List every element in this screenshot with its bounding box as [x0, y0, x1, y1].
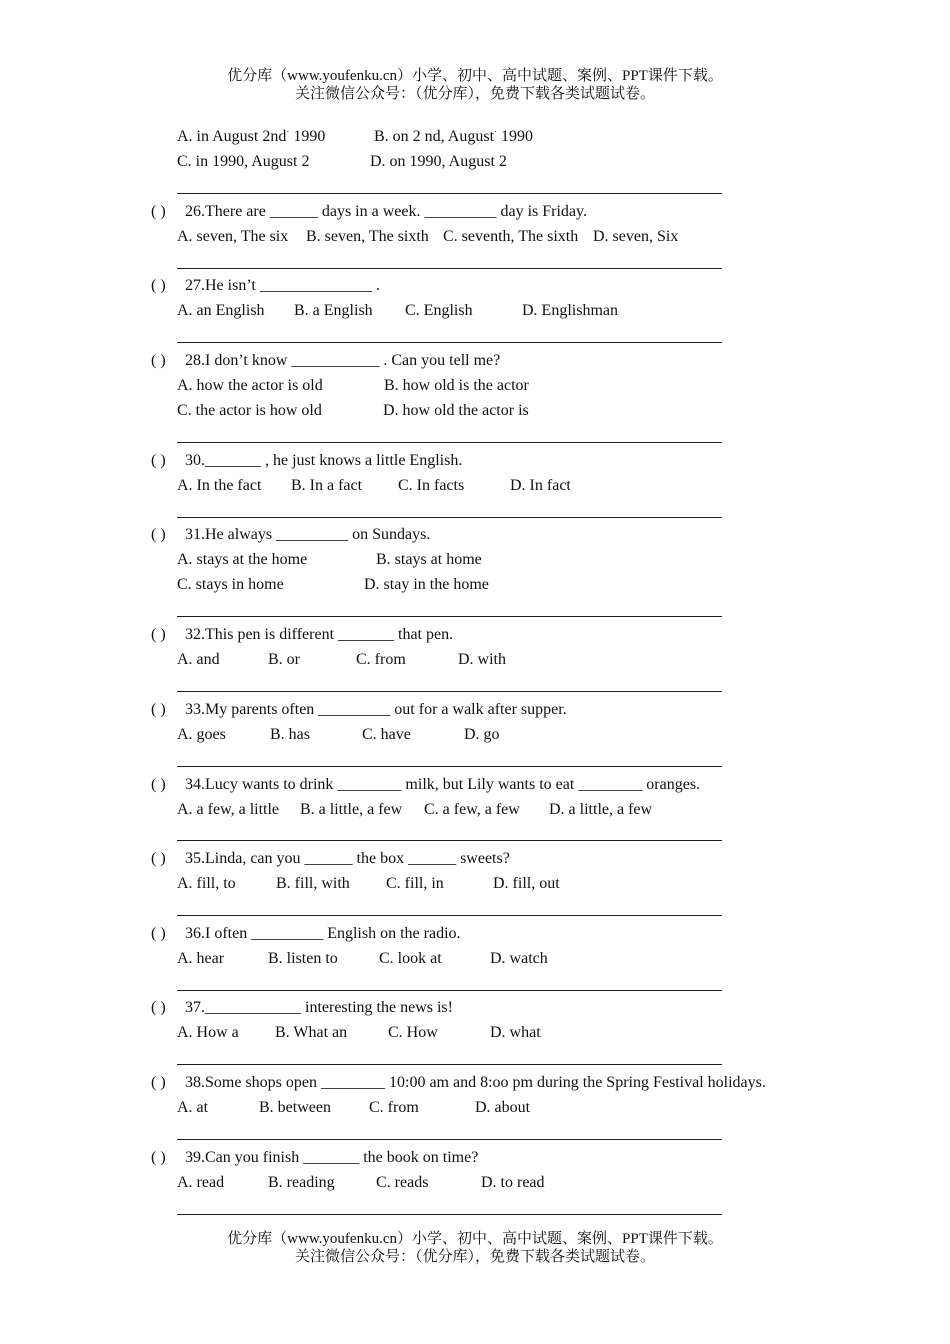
- answer-paren[interactable]: ( ): [151, 850, 166, 867]
- answer-paren[interactable]: ( ): [151, 701, 166, 718]
- answer-line: [177, 1064, 722, 1065]
- option-a: A. fill, to: [177, 875, 236, 892]
- option-a: A. stays at the home: [177, 551, 308, 568]
- option-b: B. fill, with: [276, 875, 350, 892]
- option-b: B. between: [259, 1099, 331, 1116]
- q25-option-d: D. on 1990, August 2: [370, 153, 507, 170]
- option-c: C. fill, in: [386, 875, 444, 892]
- option-d: D. what: [490, 1024, 541, 1041]
- option-a: A. In the fact: [177, 477, 262, 494]
- option-d: D. to read: [481, 1174, 545, 1191]
- q25-option-c: C. in 1990, August 2: [177, 153, 310, 170]
- question-stem: 39.Can you finish _______ the book on time?: [185, 1149, 479, 1166]
- answer-line: [177, 517, 722, 518]
- option-a: A. hear: [177, 950, 225, 967]
- option-b: B. listen to: [268, 950, 338, 967]
- option-d: D. watch: [490, 950, 548, 967]
- question-stem: 30._______ , he just knows a little English.: [185, 452, 463, 469]
- answer-line: [177, 840, 722, 841]
- option-b: B. a little, a few: [300, 801, 403, 818]
- option-d: D. Englishman: [522, 302, 618, 319]
- answer-paren[interactable]: ( ): [151, 1149, 166, 1166]
- answer-line: [177, 342, 722, 343]
- footer-line-1: 优分库（www.youfenku.cn）小学、初中、高中试题、案例、PPT课件下载。: [227, 1231, 723, 1247]
- answer-paren[interactable]: ( ): [151, 526, 166, 543]
- option-b: B. or: [268, 651, 300, 668]
- footer-line-2: 关注微信公众号：（优分库），免费下载各类试题试卷。: [294, 1249, 655, 1265]
- question-stem: 32.This pen is different _______ that pen.: [185, 626, 454, 643]
- option-c: C. seventh, The sixth: [443, 228, 579, 245]
- question-stem: 28.I don’t know ___________ . Can you tell me?: [185, 352, 501, 369]
- answer-paren[interactable]: ( ): [151, 277, 166, 294]
- page-header: [0, 67, 950, 103]
- option-d: D. stay in the home: [364, 576, 489, 593]
- option-c: C. from: [356, 651, 406, 668]
- answer-line: [177, 915, 722, 916]
- q25-option-a: A. in August 2nd· 1990: [177, 126, 326, 145]
- option-c: C. stays in home: [177, 576, 284, 593]
- answer-line: [177, 442, 722, 443]
- option-a: A. at: [177, 1099, 209, 1116]
- answer-line: [177, 268, 722, 269]
- option-c: C. In facts: [398, 477, 465, 494]
- answer-line: [177, 990, 722, 991]
- question-stem: 35.Linda, can you ______ the box ______ sweets?: [185, 850, 510, 867]
- answer-paren[interactable]: ( ): [151, 352, 166, 369]
- option-d: D. how old the actor is: [383, 402, 529, 419]
- answer-line: [177, 193, 722, 194]
- option-c: C. look at: [379, 950, 442, 967]
- option-b: B. has: [270, 726, 310, 743]
- option-d: D. go: [464, 726, 500, 743]
- question-stem: 36.I often _________ English on the radio.: [185, 925, 461, 942]
- option-a: A. read: [177, 1174, 225, 1191]
- question-stem: 33.My parents often _________ out for a walk after supper.: [185, 701, 567, 718]
- option-b: B. seven, The sixth: [306, 228, 429, 245]
- option-d: D. about: [475, 1099, 531, 1116]
- option-d: D. fill, out: [493, 875, 560, 892]
- option-a: A. a few, a little: [177, 801, 280, 818]
- page-footer: [0, 1230, 950, 1266]
- option-c: C. English: [405, 302, 473, 319]
- option-a: A. How a: [177, 1024, 239, 1041]
- option-c: C. the actor is how old: [177, 402, 322, 419]
- option-a: A. and: [177, 651, 220, 668]
- option-b: B. What an: [275, 1024, 348, 1041]
- question-stem: 31.He always _________ on Sundays.: [185, 526, 431, 543]
- option-a: A. seven, The six: [177, 228, 289, 245]
- answer-paren[interactable]: ( ): [151, 776, 166, 793]
- option-c: C. reads: [376, 1174, 429, 1191]
- option-d: D. a little, a few: [549, 801, 653, 818]
- answer-paren[interactable]: ( ): [151, 203, 166, 220]
- option-b: B. In a fact: [291, 477, 363, 494]
- question-stem: 27.He isn’t ______________ .: [185, 277, 380, 294]
- option-d: D. seven, Six: [593, 228, 679, 245]
- question-stem: 38.Some shops open ________ 10:00 am and 8:oo pm during the Spring Festival holidays.: [185, 1074, 766, 1091]
- question-stem: 34.Lucy wants to drink ________ milk, but Lily wants to eat ________ oranges.: [185, 776, 701, 793]
- answer-line: [177, 1139, 722, 1140]
- option-b: B. a English: [294, 302, 373, 319]
- option-b: B. how old is the actor: [384, 377, 529, 394]
- question-stem: 37.____________ interesting the news is!: [185, 999, 453, 1016]
- option-c: C. How: [388, 1024, 438, 1041]
- answer-line: [177, 616, 722, 617]
- q25-option-b: B. on 2 nd, August· 1990: [374, 126, 534, 145]
- header-line-2: 关注微信公众号：（优分库），免费下载各类试题试卷。: [294, 86, 655, 102]
- option-c: C. from: [369, 1099, 419, 1116]
- answer-paren[interactable]: ( ): [151, 452, 166, 469]
- option-d: D. with: [458, 651, 506, 668]
- answer-line: [177, 691, 722, 692]
- header-line-1: 优分库（www.youfenku.cn）小学、初中、高中试题、案例、PPT课件下载。: [227, 68, 723, 84]
- option-a: A. how the actor is old: [177, 377, 323, 394]
- answer-paren[interactable]: ( ): [151, 999, 166, 1016]
- option-a: A. goes: [177, 726, 226, 743]
- option-d: D. In fact: [510, 477, 571, 494]
- option-a: A. an English: [177, 302, 265, 319]
- option-c: C. a few, a few: [424, 801, 520, 818]
- answer-paren[interactable]: ( ): [151, 925, 166, 942]
- answer-line: [177, 766, 722, 767]
- option-b: B. stays at home: [376, 551, 482, 568]
- answer-paren[interactable]: ( ): [151, 1074, 166, 1091]
- option-b: B. reading: [268, 1174, 335, 1191]
- answer-paren[interactable]: ( ): [151, 626, 166, 643]
- option-c: C. have: [362, 726, 411, 743]
- answer-line: [177, 1214, 722, 1215]
- question-stem: 26.There are ______ days in a week. _________ day is Friday.: [185, 203, 587, 220]
